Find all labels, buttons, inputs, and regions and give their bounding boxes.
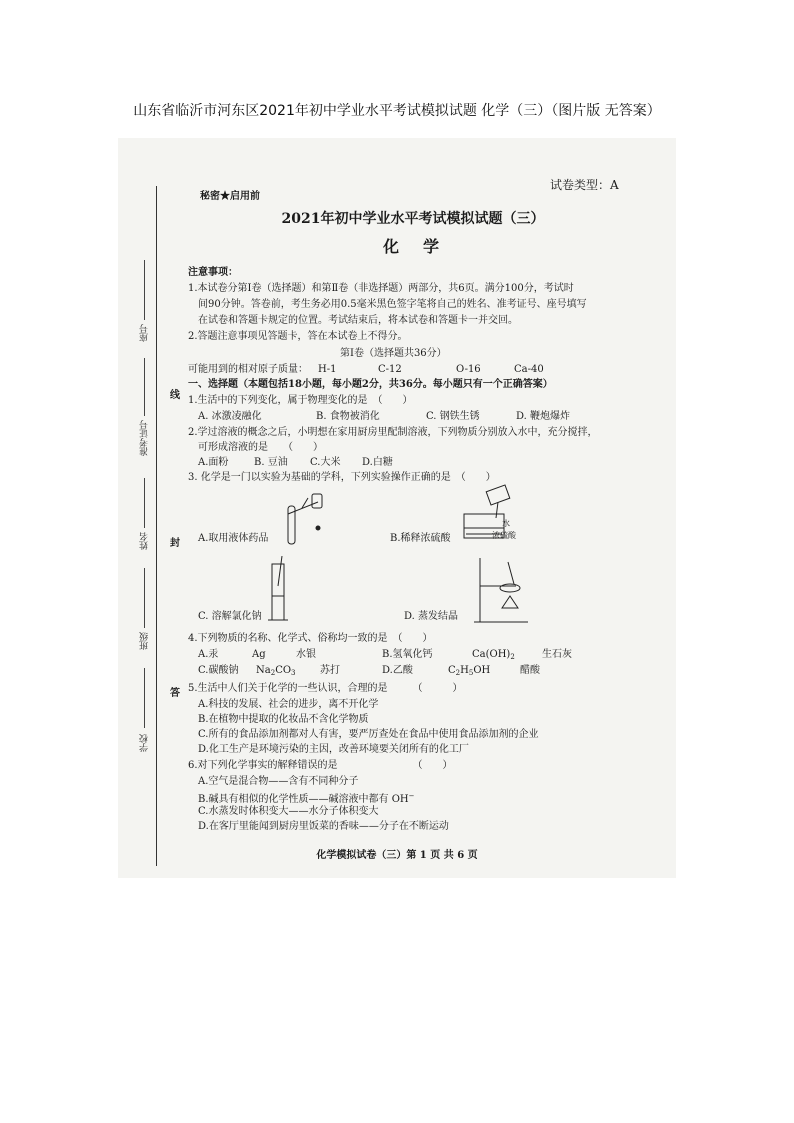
atomic-mass-prefix: 可能用到的相对原子质量：	[188, 364, 308, 375]
q4-d-formula-mid: H	[460, 665, 469, 676]
q4-c-formula	[256, 664, 296, 680]
part1-heading: 一、选择题（本题包括18小题，每小题2分，共36分。每小题只有一个正确答案）	[188, 379, 553, 390]
q1-option-d: D. 鞭炮爆炸	[516, 411, 571, 422]
q6-option-d: D.在客厅里能闻到厨房里饭菜的香味——分子在不断运动	[198, 821, 449, 832]
q4-d-common: 醋酸	[520, 665, 540, 676]
q6-option-b-superscript: −	[408, 792, 415, 800]
q6-option-b	[198, 790, 415, 806]
notice-item1-line3: 在试卷和答题卡规定的位置。考试结束后，将本试卷和答题卡一并交回。	[198, 315, 518, 326]
seat-line	[144, 260, 145, 320]
q4-d-formula-sub2: 5	[468, 669, 474, 677]
q2-option-a: A.面粉	[198, 457, 229, 468]
subject-title: 化 学	[382, 237, 443, 256]
q1-option-c: C. 钢铁生锈	[426, 411, 480, 422]
q6-stem: 6.对下列化学事实的解释错误的是 （ ）	[188, 760, 453, 771]
line-mark: 线	[170, 390, 180, 401]
water-label: 水	[502, 519, 510, 528]
secret-label: 秘密★启用前	[200, 191, 260, 202]
seat-label: 座号	[140, 324, 150, 342]
q4-c-formula-sub2: 3	[291, 669, 296, 677]
q4-b-common: 生石灰	[542, 649, 572, 660]
q4-b-name: B.氢氧化钙	[382, 649, 433, 660]
q2-option-c: C.大米	[310, 457, 341, 468]
q2-option-d: D.白糖	[362, 457, 393, 468]
evaporation-stand-figure	[470, 552, 534, 626]
school-line	[144, 668, 145, 728]
q1-option-a: A. 冰激凌融化	[198, 411, 262, 422]
q3-option-c: C. 溶解氯化钠	[198, 611, 262, 622]
document-title: 山东省临沂市河东区2021年初中学业水平考试模拟试题 化学（三）（图片版 无答案）	[133, 103, 661, 119]
q4-d-formula-sub1: 2	[455, 669, 461, 677]
q4-c-common: 苏打	[320, 665, 340, 676]
name-line	[144, 478, 145, 528]
notice-item2: 2.答题注意事项见答题卡，答在本试卷上不得分。	[188, 331, 408, 342]
q4-b-formula-sub: 2	[510, 653, 515, 661]
q4-d-formula	[448, 664, 490, 680]
paper-type: 试卷类型：A	[550, 178, 619, 192]
name-label: 姓名	[140, 532, 150, 550]
notice-item1-line2: 间90分钟。答卷前，考生务必用0.5毫米黑色签字笔将自己的姓名、准考证号、座号填写	[198, 299, 587, 310]
exam-title: 2021年初中学业水平考试模拟试题（三）	[281, 211, 545, 227]
q4-a-name: A.汞	[198, 649, 219, 660]
atomic-mass-h: H-1	[318, 364, 337, 375]
q4-c-name: C.碳酸钠	[198, 665, 239, 676]
q1-option-b: B. 食物被消化	[316, 411, 380, 422]
q2-option-b: B. 豆油	[254, 457, 288, 468]
q6-option-c: C.水蒸发时体积变大——水分子体积变大	[198, 806, 379, 817]
q5-stem: 5.生活中人们关于化学的一些认识，合理的是 （ ）	[188, 683, 463, 694]
exam-id-label: 准考证号	[140, 420, 150, 456]
q4-b-formula	[472, 648, 515, 664]
q4-c-formula-sub1: 2	[270, 669, 276, 677]
q2-stem-line1: 2.学过溶液的概念之后，小明想在家用厨房里配制溶液，下列物质分别放入水中，充分搅拌，	[188, 427, 598, 438]
binding-line	[156, 186, 157, 866]
q4-stem: 4.下列物质的名称、化学式、俗称均一致的是 （ ）	[188, 633, 433, 644]
fold-mark: 答	[170, 688, 180, 699]
exam-page-scan	[118, 138, 676, 878]
q5-option-c: C.所有的食品添加剂都对人有害，要严厉查处在食品中使用食品添加剂的企业	[198, 729, 539, 740]
q5-option-d: D.化工生产是环境污染的主因，改善环境要关闭所有的化工厂	[198, 744, 469, 755]
q4-d-name: D.乙酸	[382, 665, 413, 676]
seal-mark: 封	[170, 538, 180, 549]
q1-stem: 1.生活中的下列变化，属于物理变化的是 （ ）	[188, 395, 413, 406]
q2-stem-line2: 可形成溶液的是 （ ）	[198, 442, 323, 453]
q5-option-a: A.科技的发展、社会的进步，离不开化学	[198, 699, 379, 710]
section1-heading: 第Ⅰ卷（选择题共36分）	[340, 348, 447, 359]
notice-heading: 注意事项：	[188, 267, 238, 278]
page-footer: 化学模拟试卷（三）第 1 页 共 6 页	[316, 850, 478, 861]
notice-item1-line1: 1.本试卷分第Ⅰ卷（选择题）和第Ⅱ卷（非选择题）两部分，共6页。满分100分，考试时	[188, 283, 574, 294]
q3-option-a: A.取用液体药品	[198, 533, 269, 544]
graduated-cylinder-figure	[264, 556, 294, 626]
q4-c-formula-main: Na	[256, 665, 271, 676]
school-label: 学校	[140, 734, 150, 752]
class-line	[144, 568, 145, 628]
class-label: 班级	[140, 632, 150, 650]
q3-stem: 3. 化学是一门以实验为基础的学科，下列实验操作正确的是 （ ）	[188, 472, 496, 483]
q6-option-b-text: B.碱具有相似的化学性质——碱溶液中都有 OH	[198, 794, 409, 805]
atomic-mass-c: C-12	[378, 364, 402, 375]
q4-b-formula-main: Ca(OH)	[472, 649, 511, 660]
q4-c-formula-mid: CO	[275, 665, 292, 676]
dropper-test-tube-figure	[278, 488, 338, 548]
q3-option-d: D. 蒸发结晶	[404, 611, 459, 622]
q4-a-common: 水银	[296, 649, 316, 660]
q4-a-formula: Ag	[252, 649, 266, 660]
q3-option-b: B.稀释浓硫酸	[390, 533, 451, 544]
exam-id-line	[144, 358, 145, 416]
q4-d-formula-main: C	[448, 665, 456, 676]
q6-option-a: A.空气是混合物——含有不同种分子	[198, 776, 359, 787]
atomic-mass-o: O-16	[456, 364, 481, 375]
acid-label: 浓硫酸	[492, 531, 516, 540]
q4-d-formula-end: OH	[473, 665, 491, 676]
q5-option-b: B.在植物中提取的化妆品不含化学物质	[198, 714, 369, 725]
atomic-mass-ca: Ca-40	[514, 364, 544, 375]
